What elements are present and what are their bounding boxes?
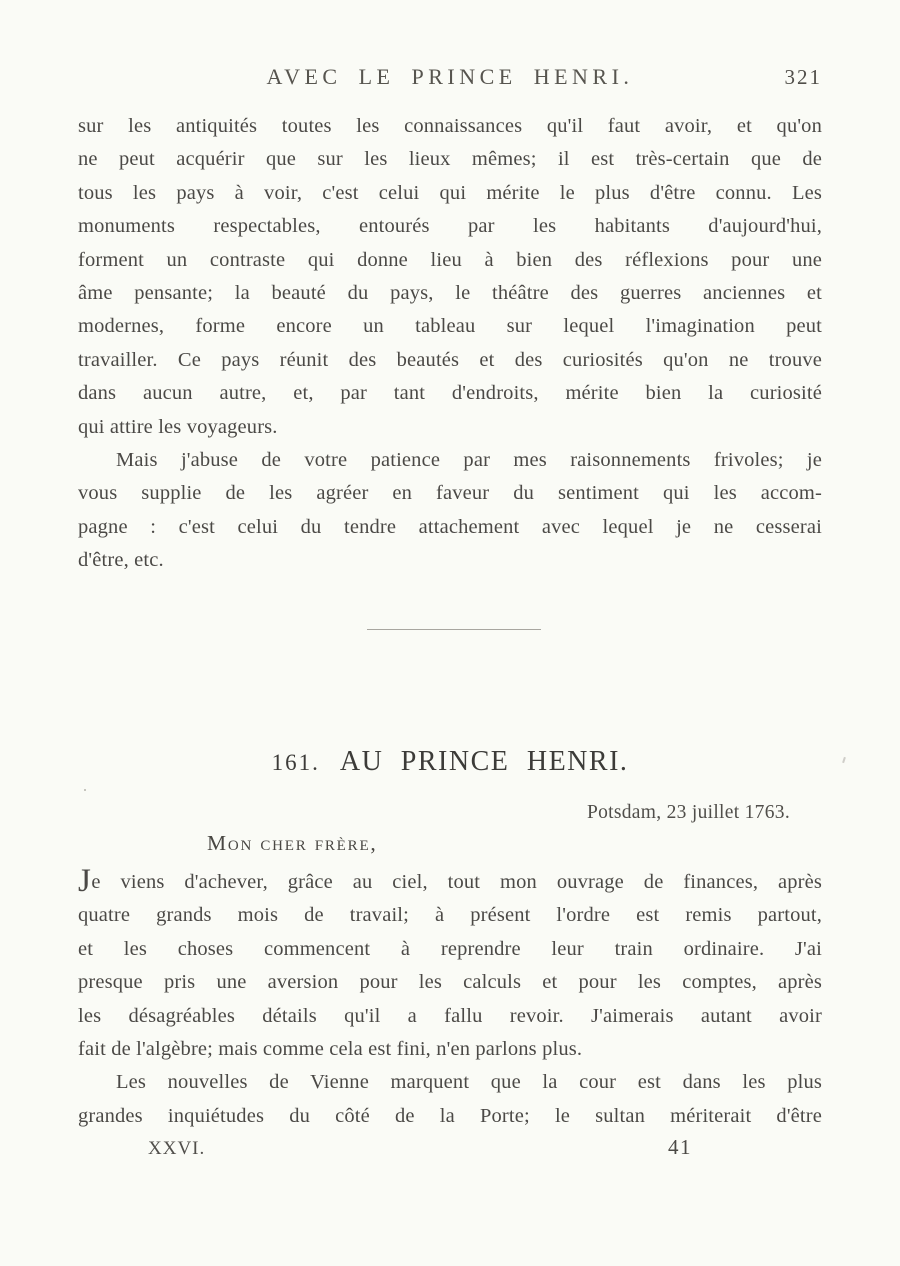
text-line: dans aucun autre, et, par tant d'endroits, mérite bien la curiosité [78, 382, 822, 405]
letter-title: AU PRINCE HENRI. [339, 746, 629, 777]
scan-speck [84, 789, 86, 791]
scan-speck [842, 757, 846, 763]
letter-number: 161. [271, 750, 320, 775]
signature-number: 41 [668, 1135, 692, 1159]
text-line: tous les pays à voir, c'est celui qui mérite le plus d'être connu. Les [78, 181, 822, 204]
text-line: qui attire les voyageurs. [78, 415, 278, 438]
paragraph [78, 110, 822, 444]
paragraph [78, 1066, 822, 1133]
text-line: âme pensante; la beauté du pays, le théâtre des guerres anciennes et [78, 281, 822, 304]
text-line: d'être, etc. [78, 549, 164, 572]
text-line: quatre grands mois de travail; à présent l'ordre est remis partout, [78, 904, 822, 927]
page-number: 321 [784, 65, 822, 89]
text-line: travailler. Ce pays réunit des beautés et des curiosités qu'on ne trouve [78, 348, 822, 371]
letter-dateline: Potsdam, 23 juillet 1763. [586, 802, 790, 823]
section-divider-rule [367, 629, 541, 630]
running-head-title: AVEC LE PRINCE HENRI. [266, 64, 634, 89]
drop-cap-initial: J [78, 866, 92, 899]
letter-body-text [78, 866, 822, 1133]
text-line: grandes inquiétudes du côté de la Porte; le sultan mériterait d'être [78, 1104, 822, 1127]
text-line: Je viens d'achever, grâce au ciel, tout mon ouvrage de finances, après [78, 866, 822, 899]
text-line: ne peut acquérir que sur les lieux mêmes; il est très-certain que de [78, 148, 822, 171]
text-line: monuments respectables, entourés par les habitants d'aujourd'hui, [78, 215, 822, 238]
text-line: Les nouvelles de Vienne marquent que la cour est dans les plus [116, 1071, 822, 1094]
text-line: forment un contraste qui donne lieu à bien des réflexions pour une [78, 248, 822, 271]
running-head [78, 64, 822, 92]
paragraph [78, 866, 822, 1066]
text-line: fait de l'algèbre; mais comme cela est fini, n'en parlons plus. [78, 1037, 583, 1060]
text-line: Mais j'abuse de votre patience par mes raisonnements frivoles; je [116, 448, 822, 471]
text-line: et les choses commencent à reprendre leur train ordinaire. J'ai [78, 937, 822, 960]
text-line: les désagréables détails qu'il a fallu revoir. J'aimerais autant avoir [78, 1004, 822, 1027]
volume-mark: XXVI. [148, 1138, 206, 1159]
text-line: sur les antiquités toutes les connaissances qu'il faut avoir, et qu'on [78, 115, 822, 137]
text-line: vous supplie de les agréer en faveur du sentiment qui les accom- [78, 482, 822, 505]
letter-heading [78, 744, 822, 780]
text-line: pagne : c'est celui du tendre attachement avec lequel je ne cesserai [78, 515, 822, 538]
text-line: presque pris une aversion pour les calculs et pour les comptes, après [78, 971, 822, 994]
letter-salutation: Mon cher frère, [207, 831, 378, 855]
paragraph [78, 444, 822, 578]
text-line: modernes, forme encore un tableau sur lequel l'imagination peut [78, 315, 822, 338]
preceding-letter-text [78, 110, 822, 577]
